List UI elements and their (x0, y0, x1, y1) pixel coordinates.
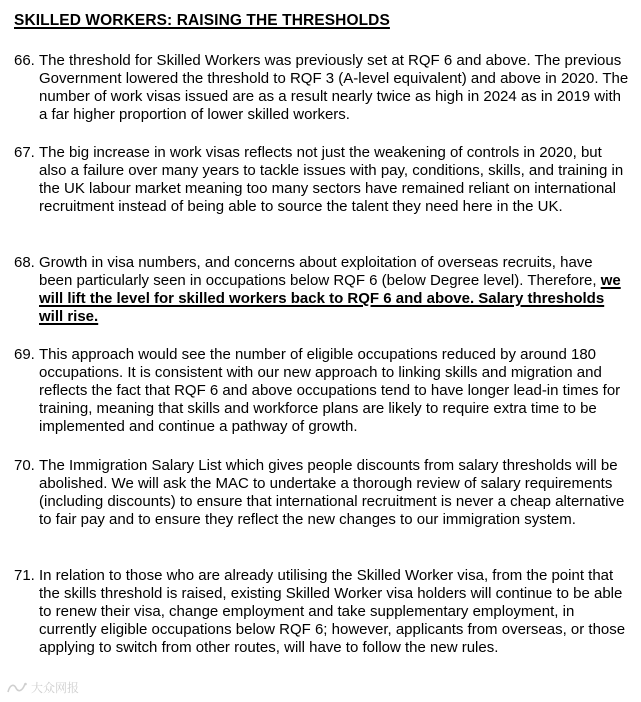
section-heading: SKILLED WORKERS: RAISING THE THRESHOLDS (14, 12, 390, 29)
paragraph-text: This approach would see the number of eligible occupations reduced by around 180 occupations. It is consistent with our new approach to linking skills and migration and reflects the fact that RQF 6 and above occupations tend to have longer lead-in times for training, meaning that skills and workforce plans are likely to require extra time to be implemented and continue a pathway of growth. (39, 346, 621, 436)
watermark (6, 679, 79, 696)
paragraph-number: 71. (14, 567, 35, 584)
paragraph-number: 66. (14, 52, 35, 69)
paragraph-number: 67. (14, 144, 35, 161)
paragraph-body (39, 254, 629, 326)
paragraph-text: The Immigration Salary List which gives people discounts from salary thresholds will be abolished. We will ask the MAC to undertake a thorough review of salary requirements (including discounts) to ensure that international recruitment is never a cheap alternative to fair pay and to ensure they reflect the new changes to our immigration system. (39, 457, 625, 529)
watermark-text: 大众网报 (31, 681, 80, 695)
paragraph-emphasis: we will lift the level for skilled workers back to RQF 6 and above. Salary thresholds will rise. (39, 272, 621, 326)
paragraph-text: Growth in visa numbers, and concerns about exploitation of overseas recruits, have been particularly seen in occupations below RQF 6 (below Degree level). Therefore, (39, 254, 601, 290)
paragraph-68 (14, 254, 629, 326)
paragraph-67 (14, 144, 629, 216)
watermark-logo-icon (6, 681, 28, 695)
paragraph-number: 70. (14, 457, 35, 474)
paragraph-number: 68. (14, 254, 35, 271)
paragraph-text: The big increase in work visas reflects not just the weakening of controls in 2020, but also a failure over many years to tackle issues with pay, conditions, skills, and training in the UK labour market meaning too many sectors have remained reliant on international recruitment instead of being able to source the talent they need here in the UK. (39, 144, 624, 216)
paragraph-70 (14, 457, 629, 529)
paragraph-66 (14, 52, 629, 124)
paragraph-69 (14, 346, 629, 436)
paragraph-text: In relation to those who are already utilising the Skilled Worker visa, from the point that the skills threshold is raised, existing Skilled Worker visa holders will continue to be able to renew their visa, change employment and take supplementary employment, in currently eligible occupations below RQF 6; however, applicants from overseas, or those applying to switch from other routes, will have to follow the new rules. (39, 567, 626, 657)
paragraph-number: 69. (14, 346, 35, 363)
paragraph-71 (14, 567, 629, 657)
paragraph-text: The threshold for Skilled Workers was previously set at RQF 6 and above. The previous Government lowered the threshold to RQF 3 (A-level equivalent) and above in 2020. The number of work visas issued are as a result nearly twice as high in 2024 as in 2019 with a far higher proportion of lower skilled workers. (39, 52, 629, 124)
